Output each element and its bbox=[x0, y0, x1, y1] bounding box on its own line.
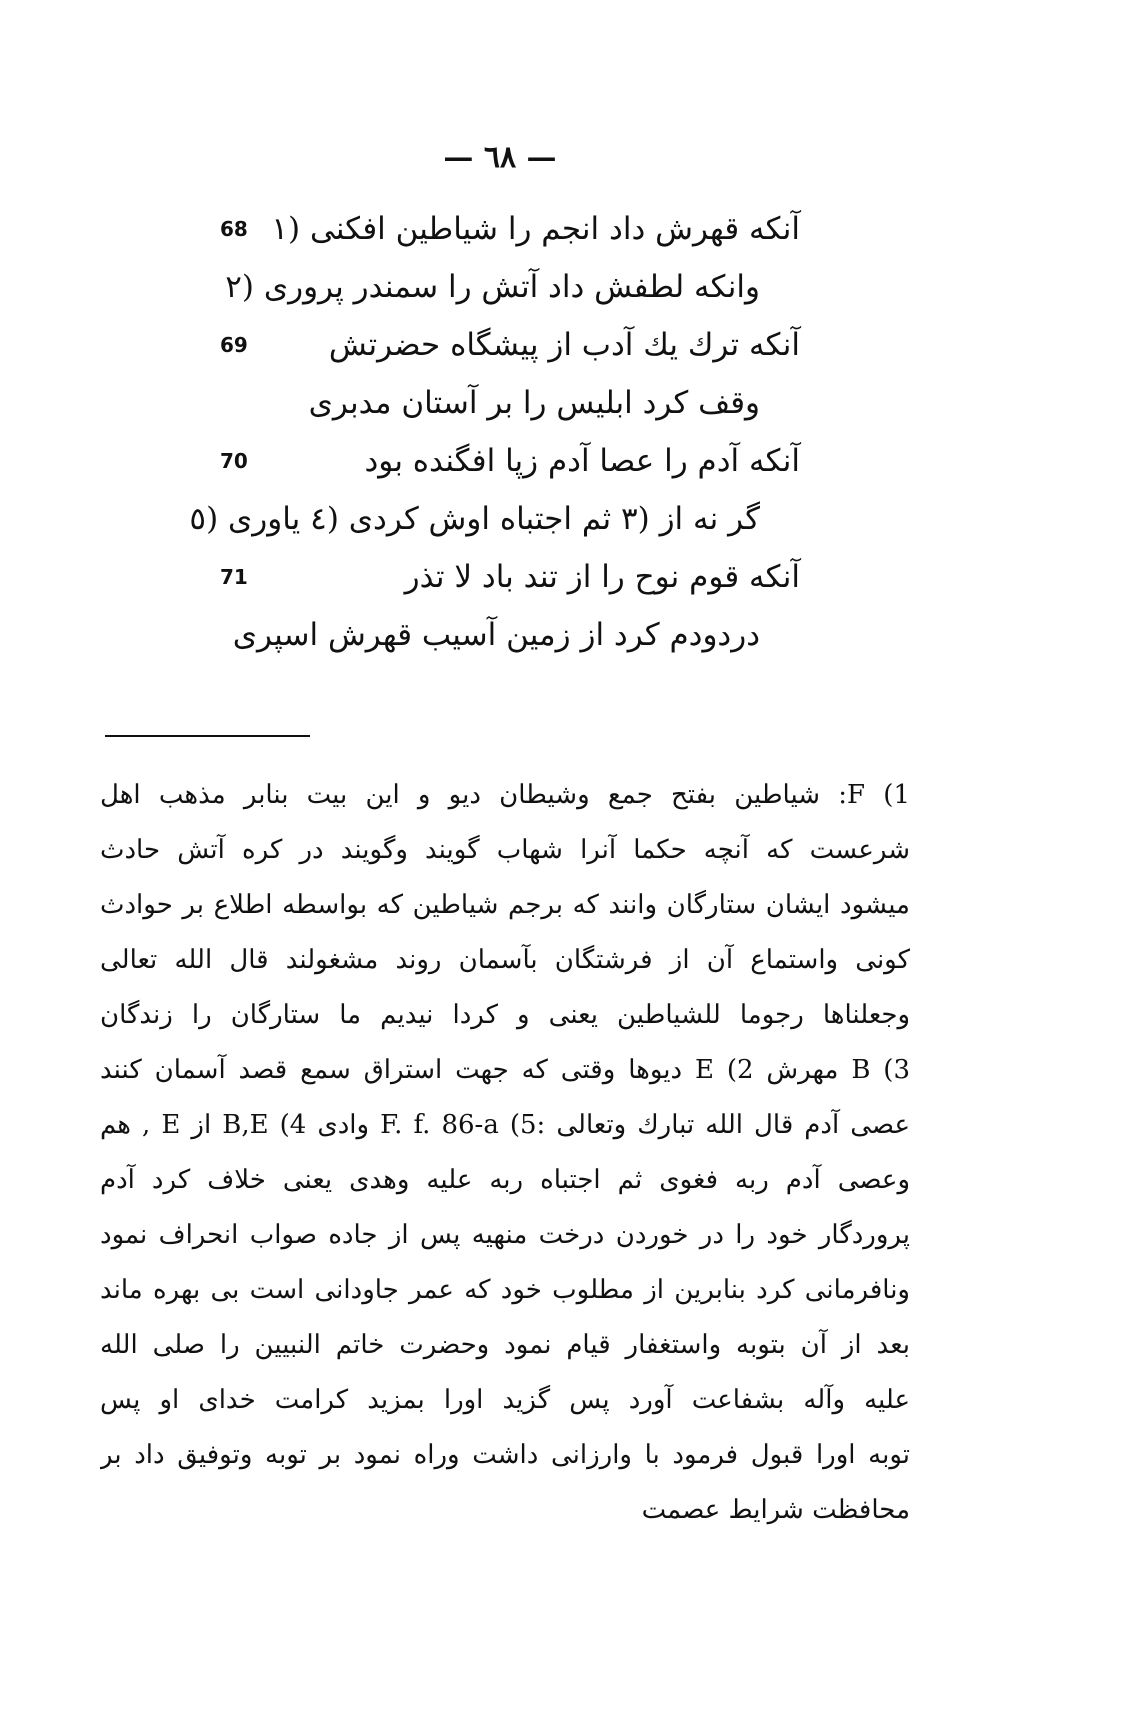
footnote-mark: (٢ bbox=[225, 269, 254, 305]
verse-block bbox=[189, 200, 800, 664]
verse-line bbox=[220, 432, 800, 490]
hemistich: وانکه لطفش داد آتش را سمندر پروری bbox=[263, 269, 760, 305]
footnote-line: بعد از آن بتوبه واستغفار قیام نمود وحضرت خاتم النبیین را صلی الله bbox=[100, 1330, 910, 1360]
footnote-line: محافظت شرایط عصمت bbox=[641, 1495, 910, 1525]
verse-line bbox=[220, 606, 800, 664]
verse-number: 71 bbox=[220, 565, 248, 589]
hemistich: آنکه قهرش داد انجم را شیاطین افکنی bbox=[310, 211, 800, 247]
verse-number: 68 bbox=[220, 217, 248, 241]
hemistich: آنکه ترك یك آدب از پیشگاه حضرتش bbox=[328, 327, 800, 363]
footnote-line: شرعست که آنچه حکما آنرا شهاب گویند وگویند در کره آتش حادث bbox=[100, 835, 910, 865]
page-number: — ٦٨ — bbox=[443, 140, 557, 175]
verse-line bbox=[220, 374, 800, 432]
footnote-line: میشود ایشان ستارگان وانند که برجم شیاطین که بواسطه اطلاع بر حوادث bbox=[100, 890, 910, 920]
footnote-line: توبه اورا قبول فرمود با وارزانی داشت وراه نمود بر توبه وتوفیق داد بر bbox=[100, 1440, 910, 1470]
footnote-line: علیه وآله بشفاعت آورد پس گزید اورا بمزید کرامت خدای او پس bbox=[100, 1385, 910, 1415]
verse-line bbox=[220, 548, 800, 606]
hemistich: آنکه آدم را عصا آدم زپا افگنده بود bbox=[364, 443, 800, 479]
hemistich: دردودم کرد از زمین آسیب قهرش اسپری bbox=[232, 617, 760, 653]
footnote-divider bbox=[105, 735, 310, 737]
hemistich: وقف کرد ابلیس را بر آستان مدبری bbox=[308, 385, 760, 421]
footnote-line: B (3 مهرش E (2 دیوها وقتی که جهت استراق سمع قصد آسمان کنند bbox=[100, 1055, 910, 1085]
verse-line bbox=[220, 316, 800, 374]
verse-line bbox=[220, 258, 800, 316]
hemistich: گر نه از (٣ ثم اجتباه اوش کردی (٤ یاوری (٥ bbox=[189, 501, 760, 537]
footnote-line: کونی واستماع آن از فرشتگان بآسمان روند مشغولند قال الله تعالی bbox=[100, 945, 910, 975]
footnote-line: وعصی آدم ربه فغوی ثم اجتباه ربه علیه وهدی یعنی خلاف کرد آدم bbox=[100, 1165, 910, 1195]
verse-line bbox=[220, 200, 800, 258]
verse-number: 69 bbox=[220, 333, 248, 357]
footnote-line: پروردگار خود را در خوردن درخت منهیه پس از جاده صواب انحراف نمود bbox=[100, 1220, 910, 1250]
footnote-line: عصی آدم قال الله تبارك وتعالی :F. f. 86-a (5 وادی B,E (4 از E , هم bbox=[100, 1110, 910, 1140]
footnotes bbox=[100, 768, 910, 1538]
footnote-line: وجعلناها رجوما للشیاطین یعنی و کردا نیدیم ما ستارگان را زندگان bbox=[100, 1000, 910, 1030]
verse-number: 70 bbox=[220, 449, 248, 473]
hemistich: آنکه قوم نوح را از تند باد لا تذر bbox=[404, 559, 800, 595]
footnote-line: 1) F: شیاطین بفتح جمع وشیطان دیو و این بیت بنابر مذهب اهل bbox=[100, 780, 910, 810]
verse-line bbox=[189, 490, 800, 548]
footnote-line: ونافرمانی کرد بنابرین از مطلوب خود که عمر جاودانی است بی بهره ماند bbox=[100, 1275, 910, 1305]
footnote-mark: (١ bbox=[271, 211, 301, 247]
